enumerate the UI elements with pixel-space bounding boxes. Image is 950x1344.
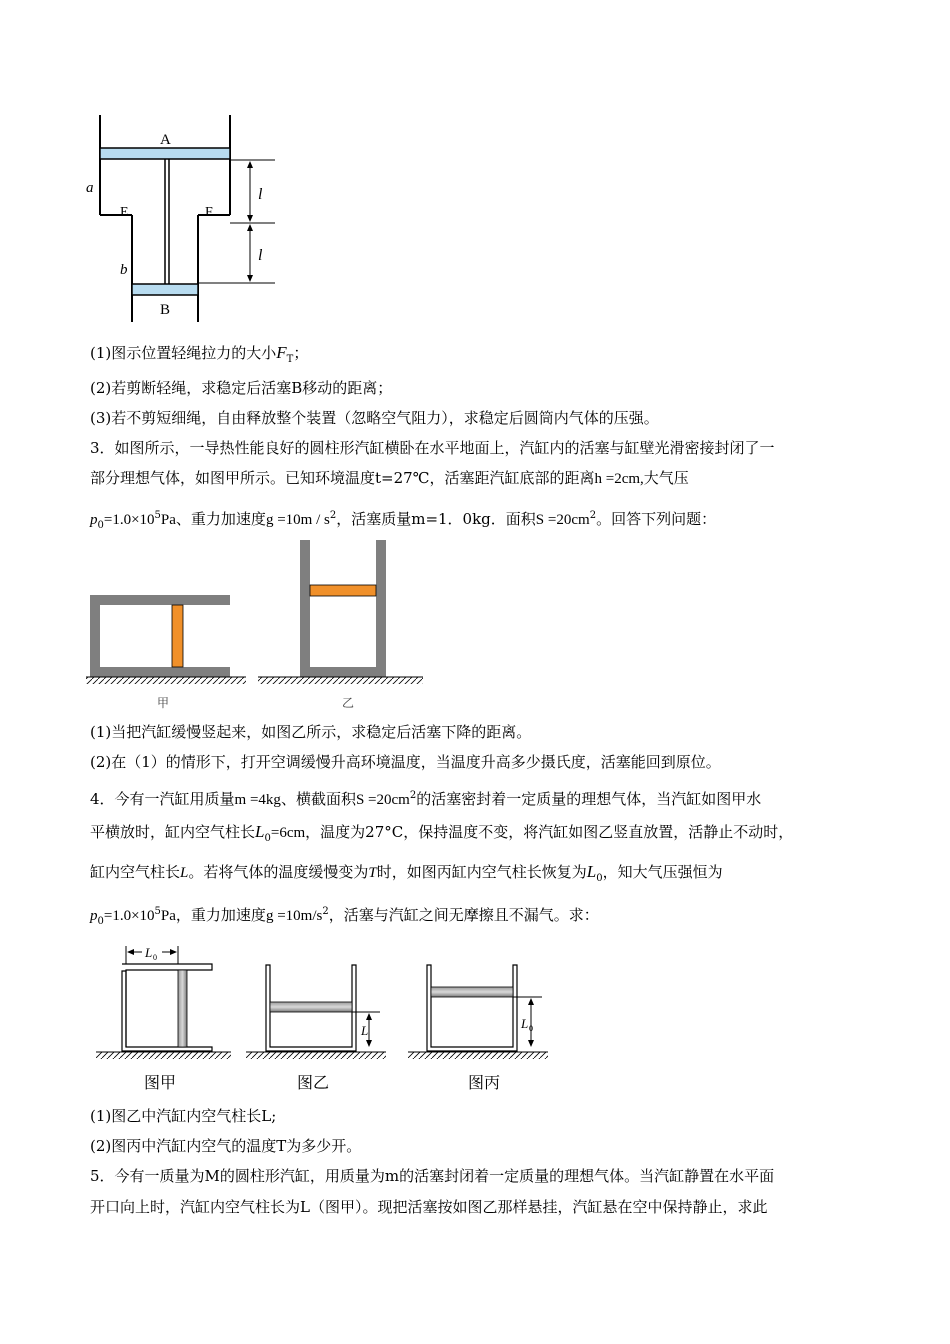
q4-L0-symbol-2: L: [586, 862, 597, 881]
q4-g-value: g =10m/s: [265, 908, 323, 924]
q3-part1: (1)当把汽缸缓慢竖起来，如图乙所示，求稳定后活塞下降的距离。: [90, 723, 532, 741]
caption-tu-jia: 图甲: [144, 1073, 177, 1092]
label-l-lower: l: [258, 247, 263, 264]
q4-mass: m =4kg: [234, 792, 281, 808]
q4-fig-L0-sub: 0: [529, 1024, 533, 1033]
q2-part1-subscript: T: [286, 354, 294, 365]
q4-fig-L0: L: [521, 1016, 529, 1031]
q4-line3-a: 缸内空气柱长: [90, 863, 181, 881]
q4-cylinder-jia: [122, 944, 212, 1051]
q4-line1-a: 4．今有一汽缸用质量: [90, 790, 235, 808]
q3-mass-value: m=1．0kg．面积: [411, 510, 536, 528]
q2-part1-symbol: F: [276, 343, 287, 362]
q4-cylinder-bing: [427, 965, 542, 1051]
figure-q3-cylinders: [80, 535, 430, 715]
q3-p0-symbol: p: [90, 512, 98, 528]
q4-part2: (2)图丙中汽缸内空气的温度T为多少开。: [90, 1137, 362, 1155]
q3-line2-b: t=27℃，活塞距汽缸底部的距离: [375, 469, 595, 487]
q2-part3: (3)若不剪短细绳，自由释放整个装置（忽略空气阻力），求稳定后圆筒内气体的压强。: [90, 409, 659, 427]
q4-line3-e: 时，如图丙缸内空气柱长恢复为: [376, 863, 587, 881]
cylinder-yi: [300, 540, 386, 677]
figure-t-cylinder: [80, 110, 300, 330]
q5-line2: 开口向上时，汽缸内空气柱长为L（图甲）。现把活塞按如图乙那样悬挂，汽缸悬在空中保持静止，求此: [90, 1198, 768, 1216]
q4-L0-value: =6cm: [270, 825, 306, 841]
label-l-upper: l: [258, 186, 263, 203]
q4-line2-a: 平横放时，缸内空气柱长: [90, 823, 256, 841]
caption-tu-yi: 图乙: [297, 1073, 330, 1092]
q4-fig-L: L: [361, 1023, 369, 1038]
q2-part1-end: ；: [293, 344, 309, 362]
q3-line2-d: 大气压: [643, 469, 689, 487]
q4-part1: (1)图乙中汽缸内空气柱长L;: [90, 1107, 277, 1125]
q4-L0-sub-2: 0: [596, 873, 603, 884]
q3-g-exp: 2: [329, 510, 337, 521]
label-e: E: [120, 205, 129, 220]
label-a-region: a: [86, 180, 94, 196]
q4-line2-e: ，温度为27°C，保持温度不变，将汽缸如图乙竖直放置，活静止不动时，: [305, 823, 794, 841]
q4-cylinder-yi: [266, 965, 380, 1051]
q4-line2: [90, 822, 793, 849]
caption-yi: 乙: [342, 696, 355, 710]
q4-line1-f: 的活塞密封着一定质量的理想气体，当汽缸如图甲水: [416, 790, 762, 808]
label-a-piston: A: [160, 132, 171, 148]
q3-line2-a: 部分理想气体，如图甲所示。已知环境温度: [90, 469, 376, 487]
q4-line3: [90, 862, 723, 889]
q3-line1: 3．如图所示，一导热性能良好的圆柱形汽缸横卧在水平地面上，汽缸内的活塞与缸壁光滑密接封闭了一: [90, 439, 775, 457]
q4-line4-i: ，活塞与汽缸之间无摩擦且不漏气。求：: [328, 906, 599, 924]
q3-part2: (2)在（1）的情形下，打开空调缓慢升高环境温度，当温度升高多少摄氏度，活塞能回到原位。: [90, 753, 721, 771]
q3-line2: [90, 468, 689, 489]
q4-p0-symbol: p: [90, 908, 98, 924]
q3-area-value: S =20cm: [535, 512, 590, 528]
q4-g-exp: 2: [322, 906, 329, 917]
q4-line3-c: 。若将气体的温度缓慢变为: [188, 863, 369, 881]
figure-q4-cylinders: [90, 938, 560, 1098]
cylinder-jia: [90, 595, 230, 677]
q3-line3: [90, 506, 716, 536]
label-b-region: b: [120, 262, 128, 278]
q3-g-value: g =10m / s: [265, 512, 330, 528]
q4-line1: [90, 786, 761, 810]
q3-mass-label: ，活塞质量: [336, 510, 412, 528]
q2-part1: [90, 343, 308, 370]
q3-p0-value: =1.0×10: [103, 512, 155, 528]
q4-fig-L0-top: L: [145, 945, 153, 960]
label-b-piston: B: [160, 302, 171, 318]
q3-line2-c: h =2cm,: [594, 471, 644, 487]
q4-line3-h: ，知大气压强恒为: [602, 863, 723, 881]
q3-g-label: 、重力加速度: [175, 510, 266, 528]
q4-L0-sub: 0: [264, 833, 271, 844]
q3-p0-exp: 5: [154, 510, 161, 521]
q2-part1-text: (1)图示位置轻绳拉力的大小: [90, 344, 277, 362]
q5-line1: 5．今有一质量为M的圆柱形汽缸，用质量为m的活塞封闭着一定质量的理想气体。当汽缸静置在水平面: [90, 1167, 775, 1185]
q4-p0-value: =1.0×10: [103, 908, 155, 924]
q3-p0-sub: 0: [97, 520, 104, 531]
q3-p0-unit: Pa: [160, 512, 176, 528]
q4-T-symbol: T: [368, 865, 377, 881]
q2-part2: (2)若剪断轻绳，求稳定后活塞B移动的距离；: [90, 379, 393, 397]
q4-p0-sub: 0: [97, 916, 104, 927]
q4-line4-f: ，重力加速度: [175, 906, 266, 924]
q3-line3-end: 。回答下列问题：: [596, 510, 717, 528]
caption-tu-bing: 图丙: [468, 1073, 501, 1092]
q4-L-symbol: L: [180, 865, 189, 881]
q4-p0-unit: Pa: [160, 908, 176, 924]
q4-L0-symbol: L: [255, 822, 265, 841]
q4-line1-c: 、横截面积: [280, 790, 356, 808]
q4-fig-L0-top-sub: 0: [153, 953, 157, 962]
q4-area: S =20cm: [355, 792, 410, 808]
q3-area-exp: 2: [589, 510, 597, 521]
q4-area-exp: 2: [409, 790, 417, 801]
q4-p0-exp: 5: [154, 906, 161, 917]
q4-line4: [90, 902, 599, 932]
caption-jia: 甲: [157, 696, 170, 710]
label-f: F: [205, 205, 213, 220]
